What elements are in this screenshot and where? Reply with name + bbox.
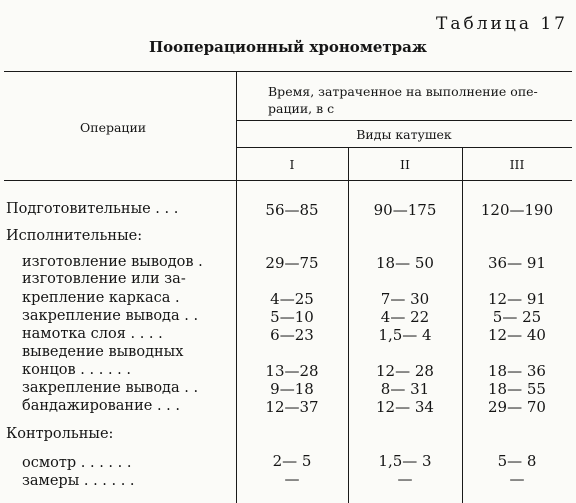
cell-value: 1,5— 3	[378, 452, 432, 470]
cell-value: —	[509, 470, 525, 488]
table-title: Пооперационный хронометраж	[148, 38, 428, 56]
cell-value: 13—28	[265, 362, 319, 380]
table-top-rule	[4, 71, 572, 72]
cell-value: 5—10	[270, 308, 314, 326]
row-label-frame-line-2: крепление каркаса .	[22, 290, 180, 306]
cell-value: 18— 36	[488, 362, 546, 380]
cell-value: 18— 50	[376, 254, 434, 272]
column-header-iii: III	[509, 157, 525, 172]
coil-types-rule	[236, 147, 572, 148]
row-label-preparatory: Подготовительные . . .	[6, 201, 179, 217]
cell-value: 6—23	[270, 326, 314, 344]
cell-value: 36— 91	[488, 254, 546, 272]
time-header-rule	[236, 120, 572, 121]
time-header-line-2: рации, в с	[268, 101, 335, 116]
cell-value: —	[397, 470, 413, 488]
cell-value: 29— 70	[488, 398, 546, 416]
row-label-control: Контрольные:	[6, 426, 114, 442]
row-label-lead-out-line-2: концов . . . . . .	[22, 362, 131, 378]
cell-value: 12— 28	[376, 362, 434, 380]
coil-types-header: Виды катушек	[356, 127, 452, 142]
row-label-leads-making: изготовление выводов .	[22, 254, 203, 270]
row-label-lead-fixing: закрепление вывода . .	[22, 308, 199, 324]
cell-value: 120—190	[480, 201, 554, 219]
operations-header: Операции	[80, 120, 147, 135]
cell-value: 8— 31	[380, 380, 430, 398]
row-label-frame-line-1: изготовление или за-	[22, 271, 186, 287]
time-header-line-1: Время, затраченное на выполнение опе-	[268, 84, 538, 99]
row-label-measurements: замеры . . . . . .	[22, 473, 135, 489]
cell-value: —	[284, 470, 300, 488]
cell-value: 12— 91	[488, 290, 546, 308]
header-bottom-rule	[4, 180, 572, 181]
cell-value: 4— 22	[380, 308, 430, 326]
table-number: Таблица 17	[436, 14, 568, 34]
cell-value: 5— 25	[492, 308, 542, 326]
cell-value: 12—37	[265, 398, 319, 416]
row-label-banding: бандажирование . . .	[22, 398, 180, 414]
cell-value: 12— 34	[376, 398, 434, 416]
cell-value: 7— 30	[380, 290, 430, 308]
cell-value: 29—75	[265, 254, 319, 272]
column-header-i: I	[289, 157, 295, 172]
row-label-layer-winding: намотка слоя . . . .	[22, 326, 163, 342]
cell-value: 90—175	[373, 201, 437, 219]
cell-value: 9—18	[270, 380, 314, 398]
row-label-executive: Исполнительные:	[6, 228, 143, 244]
row-label-inspection: осмотр . . . . . .	[22, 455, 132, 471]
column-header-ii: II	[400, 157, 410, 172]
cell-value: 4—25	[270, 290, 314, 308]
cell-value: 1,5— 4	[378, 326, 432, 344]
cell-value: 56—85	[265, 201, 319, 219]
cell-value: 2— 5	[272, 452, 312, 470]
row-label-lead-fixing-2: закрепление вывода . .	[22, 380, 199, 396]
cell-value: 12— 40	[488, 326, 546, 344]
cell-value: 5— 8	[497, 452, 537, 470]
cell-value: 18— 55	[488, 380, 546, 398]
row-label-lead-out-line-1: выведение выводных	[22, 344, 184, 360]
